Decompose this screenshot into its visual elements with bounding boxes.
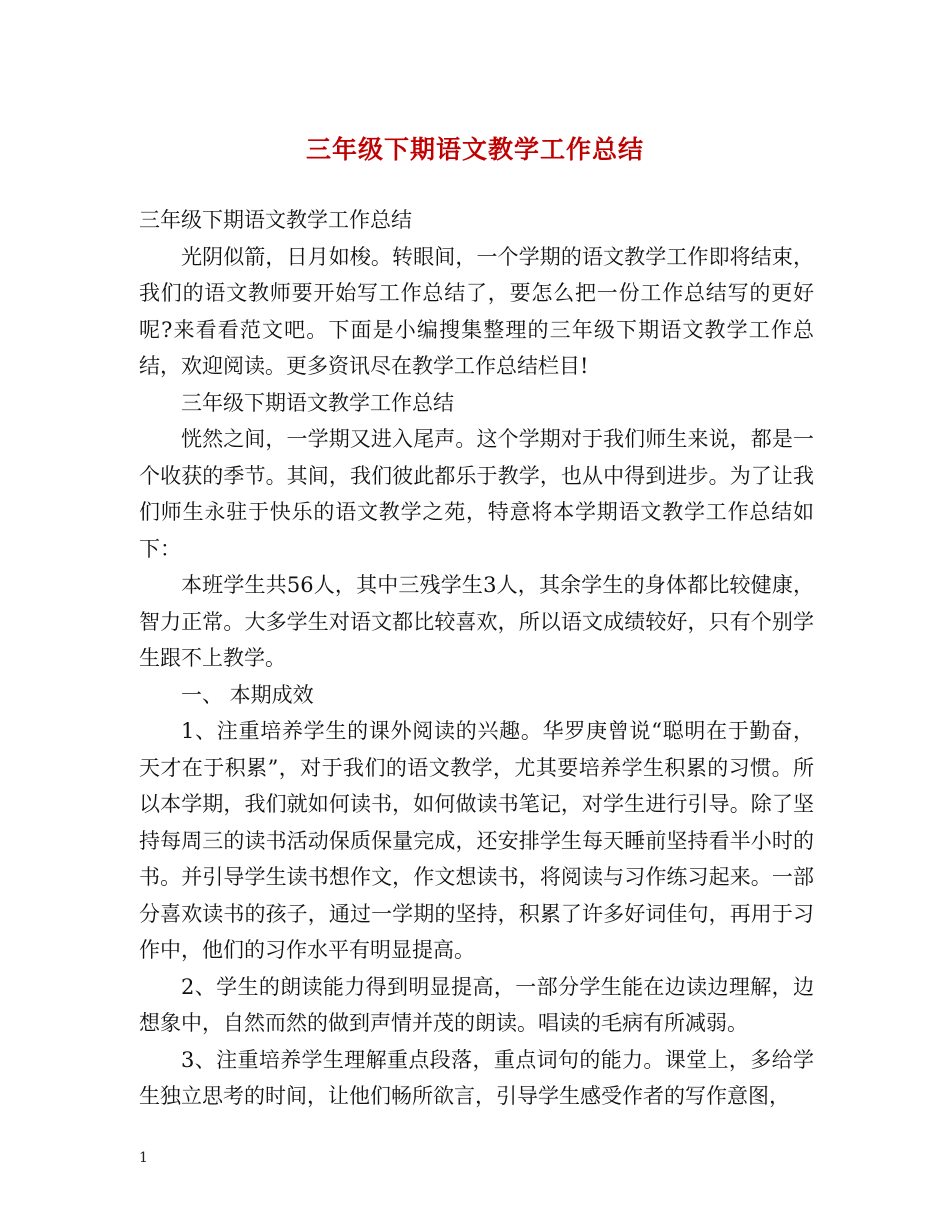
paragraph: 三年级下期语文教学工作总结 bbox=[139, 208, 412, 232]
paragraph: 光阴似箭，日月如梭。转眼间，一个学期的语文教学工作即将结束，我们的语文教师要开始写工作总结了，要怎么把一份工作总结写的更好呢?来看看范文吧。下面是小编搜集整理的三年级下期语文教学工作总结，欢迎阅读。更多资讯尽在教学工作总结栏目! bbox=[139, 244, 814, 378]
paragraph: 恍然之间，一学期又进入尾声。这个学期对于我们师生来说，都是一个收获的季节。其间，我们彼此都乐于教学，也从中得到进步。为了让我们师生永驻于快乐的语文教学之苑，特意将本学期语文教学工作总结如下： bbox=[139, 427, 814, 561]
paragraph: 3、注重培养学生理解重点段落，重点词句的能力。课堂上，多给学生独立思考的时间，让他们畅所欲言，引导学生感受作者的写作意图， bbox=[139, 1047, 814, 1108]
paragraph: 三年级下期语文教学工作总结 bbox=[181, 390, 454, 415]
page-number: 1 bbox=[139, 1150, 148, 1166]
paragraph: 2、学生的朗读能力得到明显提高，一部分学生能在边读边理解，边想象中，自然而然的做到声情并茂的朗读。唱读的毛病有所减弱。 bbox=[139, 974, 814, 1035]
section-heading: 一、 本期成效 bbox=[181, 682, 314, 707]
document-body bbox=[139, 202, 814, 1115]
document-title: 三年级下期语文教学工作总结 bbox=[305, 135, 644, 164]
paragraph: 1、注重培养学生的课外阅读的兴趣。华罗庚曾说“聪明在于勤奋，天才在于积累”，对于我们的语文教学，尤其要培养学生积累的习惯。所以本学期，我们就如何读书，如何做读书笔记，对学生进行引导。除了坚持每周三的读书活动保质保量完成，还安排学生每天睡前坚持看半小时的书。并引导学生读书想作文，作文想读书，将阅读与习作练习起来。一部分喜欢读书的孩子，通过一学期的坚持，积累了许多好词佳句，再用于习作中，他们的习作水平有明显提高。 bbox=[139, 719, 814, 962]
paragraph: 本班学生共56人，其中三残学生3人，其余学生的身体都比较健康，智力正常。大多学生对语文都比较喜欢，所以语文成绩较好，只有个别学生跟不上教学。 bbox=[139, 573, 814, 670]
